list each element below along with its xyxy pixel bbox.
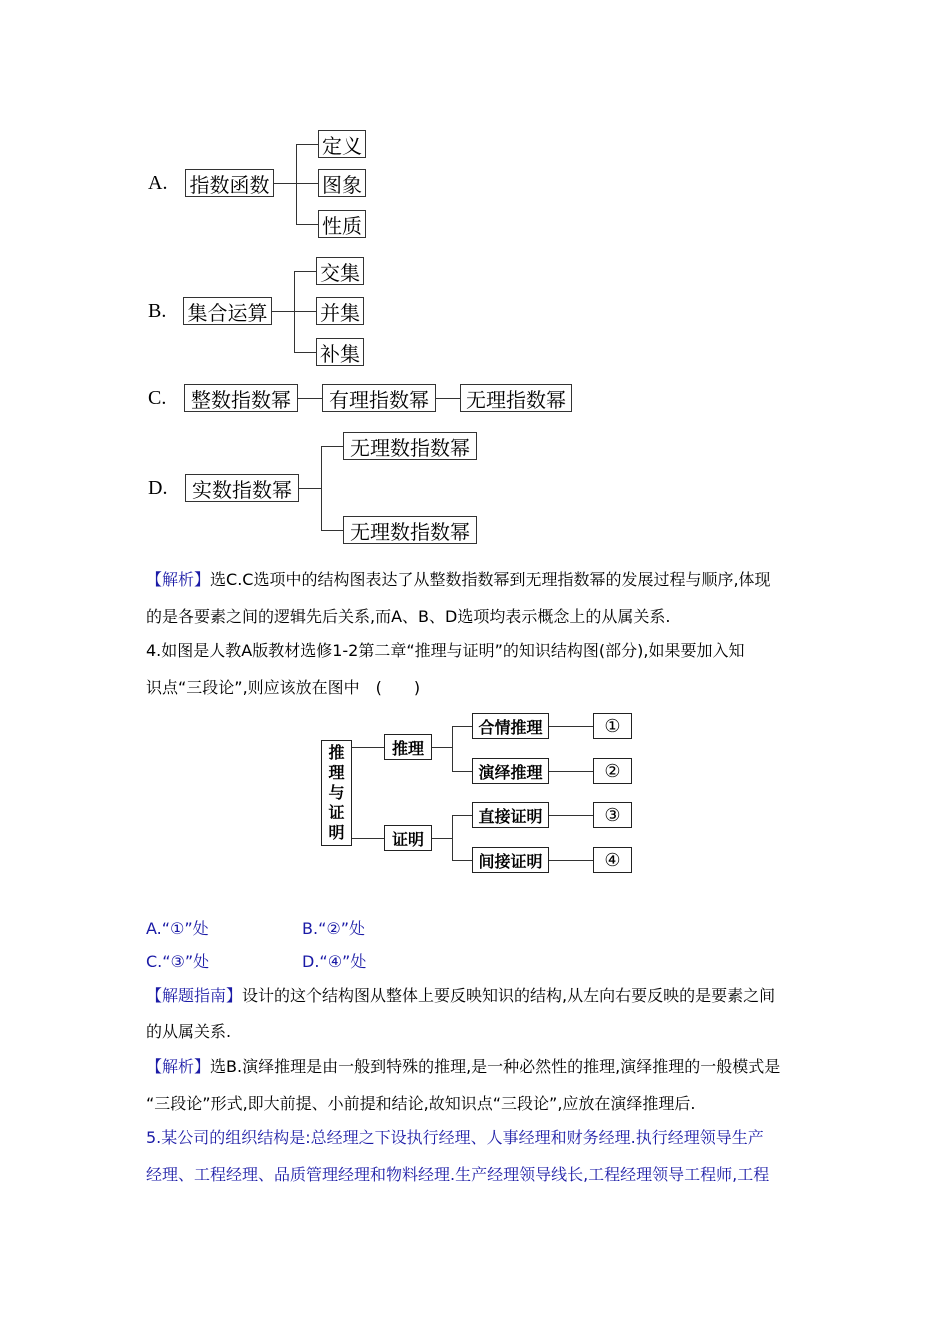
guide-4-line-2: 的从属关系. <box>146 1022 232 1041</box>
analysis-3-line-2: 的是各要素之间的逻辑先后关系,而A、B、D选项均表示概念上的从属关系. <box>146 607 671 626</box>
question-4-line-1: 4.如图是人教A版教材选修1-2第二章“推理与证明”的知识结构图(部分),如果要加入知 <box>146 641 745 660</box>
analysis-4-tag: 【解析】 <box>146 1057 211 1076</box>
option-a-child-2: 图象 <box>318 169 366 197</box>
guide-4-line-1 <box>146 983 775 1006</box>
option-c-node-1: 整数指数幂 <box>184 384 298 412</box>
analysis-3-line-1 <box>146 567 771 590</box>
analysis-4-text-1: 选B.演绎推理是由一般到特殊的推理,是一种必然性的推理,演绎推理的一般模式是 <box>210 1057 781 1076</box>
option-b-child-3: 补集 <box>316 338 364 366</box>
root-char-5: 明 <box>328 823 345 842</box>
option-a-letter: A. <box>148 172 168 194</box>
option-a-child-1: 定义 <box>318 130 366 158</box>
option-d-root: 实数指数幂 <box>185 474 299 502</box>
option-d-letter: D. <box>148 477 168 499</box>
analysis-3-text-1: 选C.C选项中的结构图表达了从整数指数幂到无理指数幂的发展过程与顺序,体现 <box>210 570 771 589</box>
option-a-child-3: 性质 <box>318 210 366 238</box>
diagram-slot-1: ① <box>593 713 632 739</box>
option-a-root: 指数函数 <box>185 169 274 197</box>
guide-4-text-1: 设计的这个结构图从整体上要反映知识的结构,从左向右要反映的是要素之间 <box>242 986 776 1005</box>
diagram-slot-4: ④ <box>593 847 632 873</box>
choice-b: B.“②”处 <box>302 919 365 938</box>
option-b-root: 集合运算 <box>183 297 272 325</box>
root-char-2: 理 <box>328 763 345 782</box>
diagram-leaf-indirect: 间接证明 <box>472 847 549 873</box>
choice-c: C.“③”处 <box>146 952 210 971</box>
diagram-slot-3: ③ <box>593 802 632 828</box>
root-char-3: 与 <box>328 783 345 802</box>
diagram-slot-2: ② <box>593 758 632 784</box>
diagram-mid-proof: 证明 <box>384 825 432 851</box>
question-4-line-2: 识点“三段论”,则应该放在图中 ( ) <box>146 678 421 697</box>
diagram-mid-reasoning: 推理 <box>384 734 432 760</box>
option-c-node-3: 无理指数幂 <box>460 384 572 412</box>
guide-tag: 【解题指南】 <box>146 986 243 1005</box>
option-d-child-2: 无理数指数幂 <box>343 516 477 544</box>
choice-d: D.“④”处 <box>302 952 367 971</box>
analysis-tag: 【解析】 <box>146 570 211 589</box>
question-5-line-1: 5.某公司的组织结构是:总经理之下设执行经理、人事经理和财务经理.执行经理领导生产 <box>146 1128 764 1147</box>
option-b-child-2: 并集 <box>316 297 364 325</box>
option-d-child-1: 无理数指数幂 <box>343 432 477 460</box>
diagram-leaf-plausible: 合情推理 <box>472 713 549 739</box>
analysis-4-line-1 <box>146 1054 780 1077</box>
diagram-leaf-deductive: 演绎推理 <box>472 758 549 784</box>
diagram-leaf-direct: 直接证明 <box>472 802 549 828</box>
analysis-4-line-2: “三段论”形式,即大前提、小前提和结论,故知识点“三段论”,应放在演绎推理后. <box>146 1094 696 1113</box>
option-b-child-1: 交集 <box>316 257 364 285</box>
option-c-node-2: 有理指数幂 <box>322 384 436 412</box>
root-char-4: 证 <box>328 803 345 822</box>
diagram-root-box <box>321 740 352 846</box>
option-c-letter: C. <box>148 387 167 409</box>
choice-a: A.“①”处 <box>146 919 209 938</box>
option-b-letter: B. <box>148 300 167 322</box>
question-5-line-2: 经理、工程经理、品质管理经理和物料经理.生产经理领导线长,工程经理领导工程师,工程 <box>146 1165 770 1184</box>
root-char-1: 推 <box>328 743 345 762</box>
